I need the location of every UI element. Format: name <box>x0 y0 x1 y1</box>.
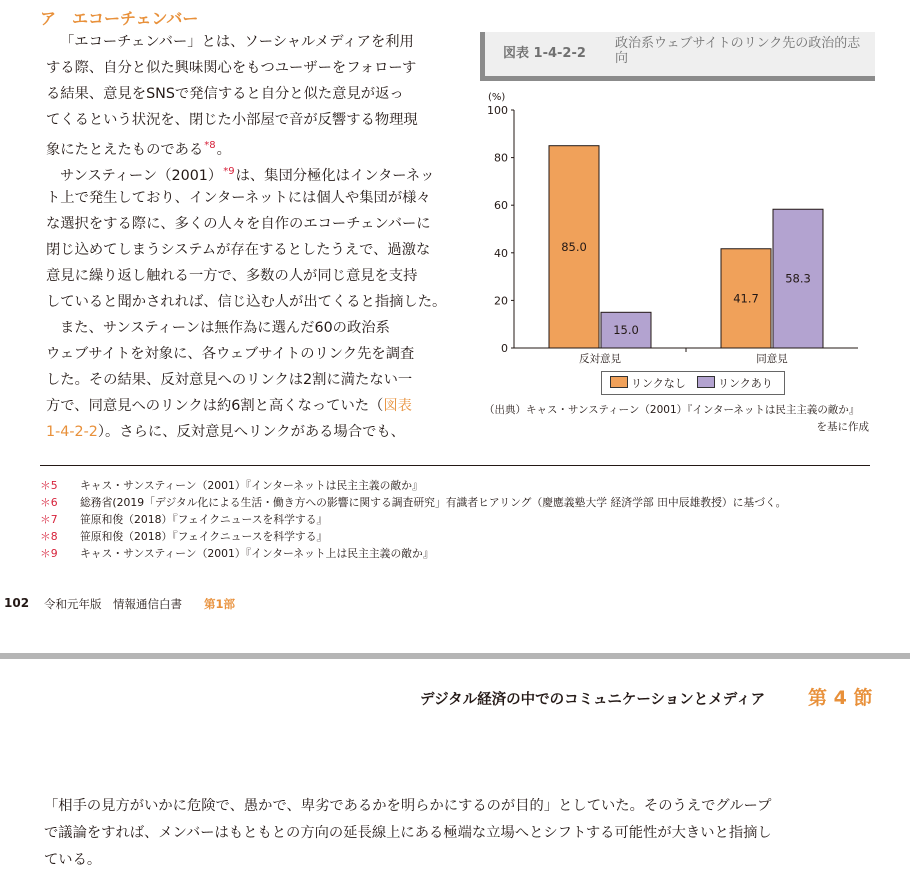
body-line: 「エコーチェンバー」とは、ソーシャルメディアを利用 <box>60 34 414 50</box>
body-line: な選択をする際に、多くの人々を自作のエコーチェンバーに <box>46 216 431 232</box>
footnote-mark: ＊9 <box>40 547 58 560</box>
footnote <box>40 546 434 561</box>
page-break <box>0 653 910 659</box>
body-line-text: サンスティーン（2001） <box>60 168 223 184</box>
legend-item-link <box>697 375 773 391</box>
y-tick-label: 60 <box>494 199 508 213</box>
footnote <box>40 529 327 544</box>
body-line: ている。 <box>44 852 102 868</box>
chart-legend <box>601 371 785 395</box>
footnote-text: 笹原和俊（2018）『フェイクニュースを科学する』 <box>80 513 328 526</box>
body-line: てくるという状況を、閉じた小部屋で音が反響する物理現 <box>46 112 418 128</box>
legend-item-no-link <box>610 375 686 391</box>
footnote-mark: ＊6 <box>40 496 58 509</box>
footnote <box>40 478 423 493</box>
running-header: デジタル経済の中でのコミュニケーションとメディア <box>420 692 766 708</box>
x-tick-label: 同意見 <box>756 353 788 365</box>
footnote-ref[interactable]: *8 <box>204 140 216 151</box>
figure-ref-link[interactable]: 図表 <box>383 398 412 414</box>
footnote <box>40 512 327 527</box>
body-line-text: 方で、同意見へのリンクは約6割と高くなっていた（ <box>46 398 384 414</box>
footnote-mark: ＊8 <box>40 530 58 543</box>
y-tick-label: 40 <box>494 246 508 260</box>
body-line: した。その結果、反対意見へのリンクは2割に満たない一 <box>46 372 413 388</box>
y-tick-label: 0 <box>501 342 508 355</box>
footnote-divider <box>40 465 870 466</box>
y-tick-label: 20 <box>494 294 508 308</box>
figure-title-bar <box>480 32 875 81</box>
x-tick-label: 反対意見 <box>579 353 621 365</box>
legend-label: リンクなし <box>631 377 686 390</box>
body-line: る結果、意見をSNSで発信すると自分と似た意見が返っ <box>46 86 404 102</box>
body-line: で議論をすれば、メンバーはもともとの方向の延長線上にある極端な立場へとシフトする可能性が大きいと指摘し <box>44 825 772 841</box>
figure-source: （出典）キャス・サンスティーン（2001）『インターネットは民主主義の敵か』 <box>484 404 860 416</box>
body-line: する際、自分と似た興味関心をもつユーザーをフォローす <box>46 60 417 76</box>
bar-value-label: 15.0 <box>613 323 639 338</box>
bar-value-label: 85.0 <box>561 239 587 254</box>
footnote <box>40 495 786 510</box>
figure-number: 図表 1-4-2-2 <box>503 46 586 61</box>
y-tick-label: 100 <box>487 104 508 117</box>
body-line: ウェブサイトを対象に、各ウェブサイトのリンク先を調査 <box>46 346 415 362</box>
legend-swatch <box>697 376 715 388</box>
footnote-ref[interactable]: *9 <box>223 166 235 177</box>
legend-label: リンクあり <box>718 377 773 390</box>
footnote-text: キャス・サンスティーン（2001）『インターネット上は民主主義の敵か』 <box>80 547 434 560</box>
bar-value-label: 41.7 <box>733 291 759 306</box>
figure-source-cont: を基に作成 <box>816 421 869 433</box>
section-number: 第 4 節 <box>808 687 873 709</box>
body-line: 意見に繰り返し触れる一方で、多数の人が同じ意見を支持 <box>46 268 418 284</box>
body-line: ト上で発生しており、インターネットには個人や集団が様々 <box>46 190 431 206</box>
body-line: 「相手の見方がいかに危険で、愚かで、卑劣であるかを明らかにするのが目的」としていた。そのうえでグループ <box>44 798 772 814</box>
body-line-end: は、集団分極化はインターネッ <box>235 168 435 184</box>
body-line: また、サンスティーンは無作為に選んだ60の政治系 <box>60 320 390 336</box>
footnote-text: 笹原和俊（2018）『フェイクニュースを科学する』 <box>80 530 328 543</box>
body-line <box>46 136 231 160</box>
body-line: していると聞かされれば、信じ込む人が出てくると指摘した。 <box>46 294 447 310</box>
legend-swatch <box>610 376 628 388</box>
body-line-end: 。 <box>216 142 231 158</box>
footnote-mark: ＊7 <box>40 513 58 526</box>
figure-ref-link[interactable]: 1-4-2-2 <box>46 424 98 440</box>
book-title: 令和元年版 情報通信白書 <box>44 597 182 611</box>
footnote-text: 総務省(2019「デジタル化による生活・働き方への影響に関する調査研究」有識者ヒアリング（慶應義塾大学 経済学部 田中辰雄教授）に基づく。 <box>80 496 787 509</box>
body-line-text: 象にたとえたものである <box>46 142 204 158</box>
footnote-text: キャス・サンスティーン（2001）『インターネットは民主主義の敵か』 <box>80 479 423 492</box>
figure-caption: 政治系ウェブサイトのリンク先の政治的志向 <box>615 36 861 66</box>
section-heading: ア エコーチェンバー <box>40 9 199 28</box>
body-line-text: ）。さらに、反対意見へリンクがある場合でも、 <box>97 424 405 440</box>
book-part: 第1部 <box>204 597 236 611</box>
body-line <box>46 396 412 416</box>
bar-value-label: 58.3 <box>785 271 811 286</box>
body-line <box>60 162 434 186</box>
body-line: 閉じ込めてしまうシステムが存在するとしたうえで、過激な <box>46 242 431 258</box>
footnote-mark: ＊5 <box>40 479 58 492</box>
page-number: 102 <box>4 596 30 610</box>
body-line <box>46 422 405 442</box>
y-unit-label: (%) <box>488 92 506 103</box>
bar-chart <box>480 88 880 368</box>
y-tick-label: 80 <box>494 151 508 165</box>
